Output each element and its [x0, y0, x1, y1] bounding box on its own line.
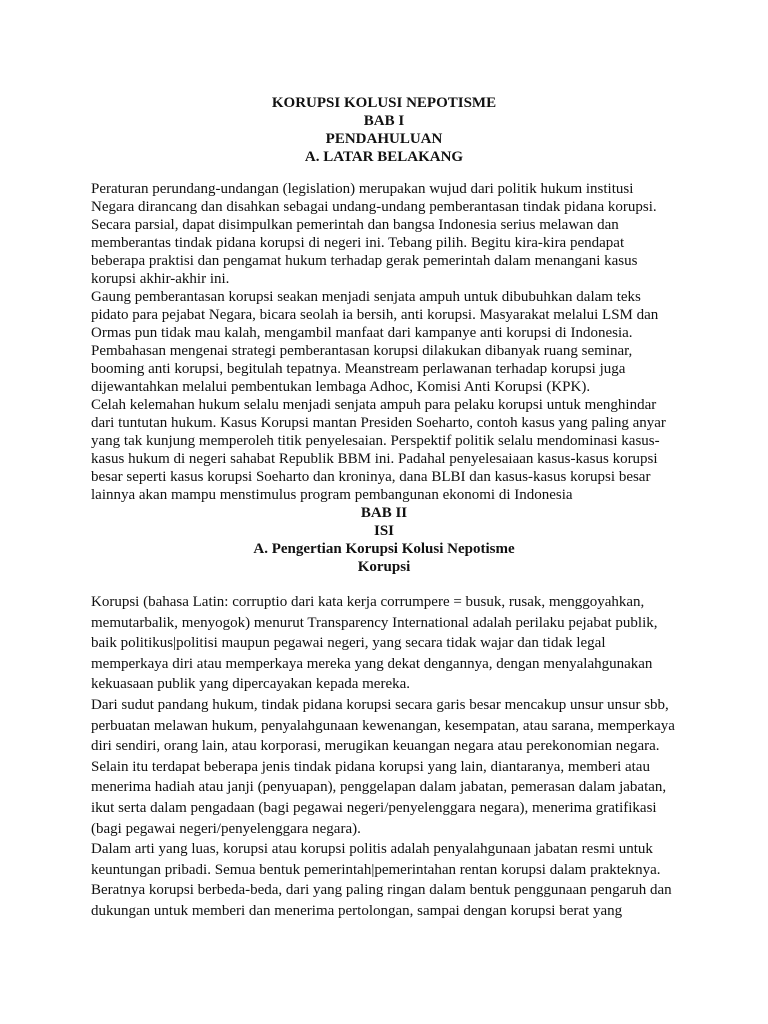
body-line: Negara dirancang dan disahkan sebagai undang-undang pemberantasan tindak pidana korupsi.: [91, 199, 657, 215]
chapter2-title: ISI: [373, 523, 395, 539]
title-block: [0, 94, 768, 166]
body-line: baik politikus|politisi maupun pegawai negeri, yang secara tidak wajar dan tidak legal: [91, 635, 606, 652]
body-line: pidato para pejabat Negara, bicara seolah ia bersih, anti korupsi. Masyarakat melalui LSM dan: [91, 307, 659, 323]
body-line: Gaung pemberantasan korupsi seakan menjadi senjata ampuh untuk dibubuhkan dalam teks: [91, 289, 641, 305]
body-line: menerima hadiah atau janji (penyuapan), penggelapan dalam jabatan, pemerasan dalam jabatan,: [91, 779, 667, 796]
chapter-heading: BAB I: [363, 113, 405, 129]
body-line: booming anti korupsi, begitulah tepatnya. Meanstream perlawanan terhadap korupsi juga: [91, 361, 626, 377]
body-line: yang tak kunjung memperoleh titik penyelesaian. Perspektif politik selalu mendominasi kasus-: [91, 433, 660, 449]
chapter2-heading: BAB II: [360, 505, 408, 521]
body-line: Peraturan perundang-undangan (legislation) merupakan wujud dari politik hukum institusi: [91, 181, 634, 197]
body-line: keuntungan pribadi. Semua bentuk pemerintah|pemerintahan rentan korupsi dalam prakteknya.: [91, 861, 661, 878]
introduction-body: [91, 180, 691, 504]
body-line: Dalam arti yang luas, korupsi atau korupsi politis adalah penyalahgunaan jabatan resmi untuk: [91, 841, 653, 858]
body-line: dukungan untuk memberi dan menerima pertolongan, sampai dengan korupsi berat yang: [91, 902, 623, 919]
body-line: Celah kelemahan hukum selalu menjadi senjata ampuh para pelaku korupsi untuk menghindar: [91, 397, 657, 413]
body-line: Ormas pun tidak mau kalah, mengambil manfaat dari kampanye anti korupsi di Indonesia.: [91, 325, 633, 341]
subsection-subheading: Korupsi: [357, 559, 411, 575]
body-line: lainnya akan mampu menstimulus program pembangunan ekonomi di Indonesia: [91, 487, 573, 503]
body-line: (bagi pegawai negeri/penyelenggara negara).: [91, 820, 361, 837]
body-line: memutarbalik, menyogok) menurut Transparency International adalah perilaku pejabat publik,: [91, 614, 658, 631]
body-line: diri sendiri, orang lain, atau korporasi, merugikan keuangan negara atau perekonomian negara.: [91, 738, 660, 755]
body-line: Korupsi (bahasa Latin: corruptio dari kata kerja corrumpere = busuk, rusak, menggoyahkan,: [91, 594, 645, 610]
subsection-heading: A. Pengertian Korupsi Kolusi Nepotisme: [253, 541, 515, 557]
body-line: beberapa praktisi dan pengamat hukum terhadap gerak pemerintah dalam menangani kasus: [91, 253, 638, 269]
body-line: korupsi akhir-akhir ini.: [91, 271, 230, 287]
chapter2-heading-block: [0, 504, 768, 576]
chapter-title: PENDAHULUAN: [325, 131, 443, 147]
body-line: kekuasaan publik yang dipercayakan kepada mereka.: [91, 676, 411, 693]
body-line: kasus hukum di negeri sahabat Republik BBM ini. Padahal penyelesaiaan kasus-kasus korupsi: [91, 451, 658, 467]
body-line: Secara parsial, dapat disimpulkan pemerintah dan bangsa Indonesia serius melawan dan: [91, 217, 619, 233]
body-line: memberantas tindak pidana korupsi di negeri ini. Tebang pilih. Begitu kira-kira pendapat: [91, 235, 625, 251]
definition-body: [91, 592, 691, 922]
document-title: KORUPSI KOLUSI NEPOTISME: [271, 95, 497, 111]
body-line: Selain itu terdapat beberapa jenis tindak pidana korupsi yang lain, diantaranya, memberi atau: [91, 758, 650, 775]
body-line: ikut serta dalam pengadaan (bagi pegawai negeri/penyelenggara negara), menerima gratifikasi: [91, 799, 657, 816]
body-line: dari tuntutan hukum. Kasus Korupsi mantan Presiden Soeharto, contoh kasus yang paling anyar: [91, 415, 666, 431]
body-line: Pembahasan mengenai strategi pemberantasan korupsi dilakukan dibanyak ruang seminar,: [91, 343, 633, 359]
body-line: memperkaya diri atau memperkaya mereka yang dekat dengannya, dengan menyalahgunakan: [91, 655, 653, 672]
body-line: perbuatan melawan hukum, penyalahgunaan kewenangan, kesempatan, atau sarana, memperkaya: [91, 717, 675, 734]
body-line: Beratnya korupsi berbeda-beda, dari yang paling ringan dalam bentuk penggunaan pengaruh dan: [91, 882, 672, 899]
body-line: besar seperti kasus korupsi Soeharto dan kroninya, dana BLBI dan kasus-kasus korupsi besar: [91, 469, 651, 485]
body-line: dijewantahkan melalui pembentukan lembaga Adhoc, Komisi Anti Korupsi (KPK).: [91, 379, 591, 395]
section-heading: A. LATAR BELAKANG: [304, 149, 464, 165]
body-line: Dari sudut pandang hukum, tindak pidana korupsi secara garis besar mencakup unsur unsur sbb,: [91, 696, 669, 713]
